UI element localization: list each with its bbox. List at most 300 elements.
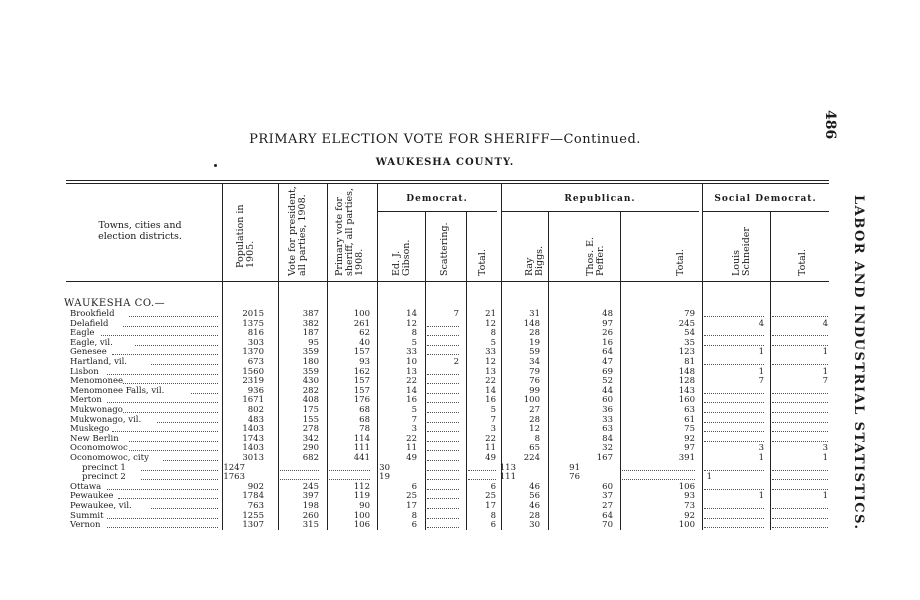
cell-rtot: 128 <box>678 376 695 387</box>
leader-dots <box>107 482 218 490</box>
empty-cell-dots <box>772 511 828 519</box>
empty-cell-dots <box>772 424 828 432</box>
cell-pop: 303 <box>247 337 264 348</box>
district-name: Oconomowoc <box>70 443 128 454</box>
district-name: Hartland, vil. <box>70 357 128 367</box>
empty-cell-dots <box>704 328 764 336</box>
empty-cell-dots <box>427 386 459 394</box>
cell-gibson: 16 <box>406 395 417 406</box>
empty-cell-dots <box>704 395 764 403</box>
cell-prim: 261 <box>353 318 370 329</box>
header-dem-total: Total. <box>477 249 488 276</box>
cell-pres: 198 <box>302 501 319 511</box>
cell-dtot: 12 <box>485 357 496 367</box>
cell-rtot: 63 <box>684 405 695 415</box>
empty-cell-dots <box>772 415 828 423</box>
cell-rtot: 97 <box>684 443 695 454</box>
cell-pres: 187 <box>302 328 319 339</box>
cell-rtot: 148 <box>678 366 695 377</box>
cell-pop: 816 <box>247 328 264 339</box>
republican-rule <box>501 211 699 212</box>
social-democrat-rule <box>702 211 829 212</box>
cell-biggs: 113 <box>499 462 516 473</box>
leader-dots <box>107 511 218 519</box>
cell-dtot: 5 <box>490 405 496 415</box>
cell-gibson: 12 <box>406 318 417 329</box>
cell-rtot: 245 <box>678 318 695 329</box>
district-name: precinct 1 <box>82 462 126 473</box>
cell-prim: 162 <box>353 366 370 377</box>
cell-peffer: 60 <box>602 481 613 492</box>
empty-cell-dots <box>704 338 764 346</box>
cell-gibson: 49 <box>406 453 417 463</box>
page-title: PRIMARY ELECTION VOTE FOR SHERIFF—Continued. <box>249 132 641 147</box>
empty-cell-dots <box>427 347 459 355</box>
leader-dots <box>112 347 218 355</box>
cell-biggs: 8 <box>534 433 540 444</box>
cell-peffer: 44 <box>602 385 613 396</box>
cell-gibson: 25 <box>406 491 417 502</box>
cell-peffer: 52 <box>602 376 613 387</box>
leader-dots <box>157 415 218 423</box>
ink-dot <box>214 164 217 167</box>
district-name: Summit <box>70 510 104 521</box>
empty-cell-dots <box>427 328 459 336</box>
leader-dots <box>129 434 218 442</box>
cell-stot: 7 <box>822 376 828 387</box>
cell-gibson: 6 <box>411 520 417 531</box>
cell-gibson: 5 <box>411 405 417 415</box>
district-name: Delafield <box>70 318 109 329</box>
empty-cell-dots <box>704 309 764 317</box>
empty-cell-dots <box>772 386 828 394</box>
cell-biggs: 65 <box>529 443 540 454</box>
cell-gibson: 7 <box>411 414 417 425</box>
empty-cell-dots <box>772 405 828 413</box>
cell-biggs: 28 <box>529 328 540 339</box>
cell-pres: 260 <box>302 510 319 521</box>
empty-cell-dots <box>704 482 764 490</box>
empty-cell-dots <box>427 463 459 471</box>
empty-cell-dots <box>772 395 828 403</box>
cell-pop: 3013 <box>242 453 264 463</box>
cell-biggs: 56 <box>529 491 540 502</box>
cell-peffer: 60 <box>602 395 613 406</box>
cell-gibson: 13 <box>406 366 417 377</box>
cell-pres: 290 <box>302 443 319 454</box>
cell-scat: 2 <box>453 357 459 367</box>
district-name: Lisbon <box>70 366 99 377</box>
district-name: Oconomowoc, city <box>70 453 149 463</box>
cell-prim: 111 <box>353 443 370 454</box>
cell-biggs: 12 <box>529 424 540 435</box>
empty-cell-dots <box>427 319 459 327</box>
district-name: Mukwonago <box>70 405 123 415</box>
header-scattering: Scattering. <box>439 222 450 276</box>
cell-gibson: 5 <box>411 337 417 348</box>
leader-dots <box>101 328 218 336</box>
leader-dots <box>123 319 218 327</box>
empty-cell-dots <box>427 472 459 480</box>
header-peffer: Thos. E. Peffer. <box>585 236 606 276</box>
cell-schn: 4 <box>758 318 764 329</box>
cell-biggs: 30 <box>529 520 540 531</box>
page-subtitle: WAUKESHA COUNTY. <box>375 157 515 168</box>
district-name: Brookfield <box>70 309 115 319</box>
cell-pres: 359 <box>302 347 319 358</box>
header-population: Population in 1905. <box>235 204 256 268</box>
empty-cell-dots <box>704 424 764 432</box>
cell-gibson: 14 <box>406 309 417 319</box>
cell-scat: 7 <box>453 309 459 319</box>
cell-dtot: 16 <box>485 395 496 406</box>
empty-cell-dots <box>427 405 459 413</box>
democrat-rule <box>377 211 497 212</box>
cell-pop: 2319 <box>242 376 264 387</box>
cell-prim: 157 <box>353 376 370 387</box>
cell-peffer: 69 <box>602 366 613 377</box>
cell-biggs: 79 <box>529 366 540 377</box>
cell-peffer: 16 <box>602 337 613 348</box>
cell-stot: 1 <box>822 491 828 502</box>
empty-cell-dots <box>772 434 828 442</box>
cell-biggs: 224 <box>523 453 540 463</box>
leader-dots <box>163 453 218 461</box>
empty-cell-dots <box>772 482 828 490</box>
cell-pop: 1255 <box>242 510 264 521</box>
empty-cell-dots <box>427 434 459 442</box>
cell-dtot: 17 <box>485 501 496 511</box>
district-name: precinct 2 <box>82 472 126 483</box>
cell-pres: 382 <box>302 318 319 329</box>
cell-pop: 1370 <box>242 347 264 358</box>
cell-schn: 1 <box>758 347 764 358</box>
cell-pop: 2015 <box>242 309 264 319</box>
leader-dots <box>107 520 218 528</box>
cell-gibson: 11 <box>406 443 417 454</box>
cell-peffer: 70 <box>602 520 613 531</box>
cell-gibson: 8 <box>411 328 417 339</box>
cell-pop: 483 <box>247 414 264 425</box>
cell-dtot: 6 <box>490 520 496 531</box>
cell-peffer: 27 <box>602 501 613 511</box>
cell-peffer: 63 <box>602 424 613 435</box>
cell-prim: 68 <box>359 405 370 415</box>
cell-prim: 93 <box>359 357 370 367</box>
cell-pop: 902 <box>247 481 264 492</box>
header-gibson: Ed. J. Gibson. <box>391 239 412 276</box>
empty-cell-dots <box>427 367 459 375</box>
cell-pop: 1671 <box>242 395 264 406</box>
cell-gibson: 6 <box>411 481 417 492</box>
cell-pop: 1743 <box>242 433 264 444</box>
cell-biggs: 46 <box>529 501 540 511</box>
cell-peffer: 33 <box>602 414 613 425</box>
cell-peffer: 26 <box>602 328 613 339</box>
cell-pres: 408 <box>302 395 319 406</box>
header-towns: Towns, cities and election districts. <box>98 220 182 242</box>
header-biggs: Ray Biggs. <box>524 245 545 276</box>
empty-cell-dots <box>772 309 828 317</box>
header-republican: Republican. <box>564 194 636 204</box>
leader-dots <box>123 376 218 384</box>
leader-dots <box>123 405 218 413</box>
header-rep-total: Total. <box>675 249 686 276</box>
cell-pres: 342 <box>302 433 319 444</box>
empty-cell-dots <box>427 443 459 451</box>
cell-peffer: 37 <box>602 491 613 502</box>
empty-cell-dots <box>427 395 459 403</box>
cell-rtot: 106 <box>678 481 695 492</box>
district-name: Menomonee Falls, vil. <box>70 385 165 396</box>
empty-cell-dots <box>704 415 764 423</box>
empty-cell-dots <box>427 501 459 509</box>
header-bottom-rule <box>66 281 829 282</box>
cell-pop: 763 <box>247 501 264 511</box>
cell-prim: 119 <box>353 491 370 502</box>
cell-prim: 106 <box>353 520 370 531</box>
column-rule <box>327 184 328 530</box>
district-name: Eagle <box>70 328 95 339</box>
cell-biggs: 19 <box>529 337 540 348</box>
cell-prim: 90 <box>359 501 370 511</box>
cell-rtot: 75 <box>684 424 695 435</box>
leader-dots <box>191 386 218 394</box>
cell-peffer: 76 <box>569 472 580 483</box>
cell-stot: 4 <box>822 318 828 329</box>
empty-cell-dots <box>280 463 319 471</box>
cell-gibson: 30 <box>379 462 390 473</box>
empty-cell-dots <box>427 424 459 432</box>
running-head: LABOR AND INDUSTRIAL STATISTICS. <box>851 195 866 531</box>
cell-schn: 1 <box>758 491 764 502</box>
cell-pop: 1247 <box>223 462 245 473</box>
empty-cell-dots <box>704 520 764 528</box>
cell-pop: 1763 <box>223 472 245 483</box>
district-name: Genesee <box>70 347 107 358</box>
district-name: Merton <box>70 395 102 406</box>
cell-gibson: 22 <box>406 376 417 387</box>
empty-cell-dots <box>772 472 828 480</box>
cell-rtot: 100 <box>678 520 695 531</box>
district-name: Vernon <box>70 520 101 531</box>
cell-pres: 359 <box>302 366 319 377</box>
table-top-rule-2 <box>66 183 829 184</box>
district-name: Pewaukee <box>70 491 114 502</box>
cell-pres: 430 <box>302 376 319 387</box>
leader-dots <box>135 338 218 346</box>
cell-dtot: 33 <box>485 347 496 358</box>
cell-prim: 78 <box>359 424 370 435</box>
leader-dots <box>107 367 218 375</box>
empty-cell-dots <box>704 405 764 413</box>
empty-cell-dots <box>704 463 764 471</box>
cell-pres: 282 <box>302 385 319 396</box>
header-primary-vote: Primary vote for sheriff, all parties, 1908. <box>334 187 365 276</box>
cell-rtot: 92 <box>684 510 695 521</box>
cell-pres: 682 <box>302 453 319 463</box>
cell-biggs: 34 <box>529 357 540 367</box>
header-social-democrat: Social Democrat. <box>714 194 817 204</box>
cell-rtot: 143 <box>678 385 695 396</box>
leader-dots <box>151 357 218 365</box>
cell-peffer: 48 <box>602 309 613 319</box>
header-vote-president: Vote for president, all parties, 1908. <box>287 186 308 276</box>
cell-pop: 1375 <box>242 318 264 329</box>
cell-peffer: 91 <box>569 462 580 473</box>
header-schneider: Louis Schneider <box>731 227 752 276</box>
column-rule <box>425 212 426 530</box>
cell-dtot: 7 <box>490 414 496 425</box>
cell-gibson: 10 <box>406 357 417 367</box>
cell-pres: 278 <box>302 424 319 435</box>
cell-pres: 180 <box>302 357 319 367</box>
cell-gibson: 19 <box>379 472 390 483</box>
cell-pres: 397 <box>302 491 319 502</box>
district-name: Eagle, vil. <box>70 337 113 348</box>
leader-dots <box>151 501 218 509</box>
cell-gibson: 14 <box>406 385 417 396</box>
cell-dtot: 14 <box>485 385 496 396</box>
cell-rtot: 54 <box>684 328 695 339</box>
cell-dtot: 13 <box>485 366 496 377</box>
cell-prim: 100 <box>353 510 370 521</box>
cell-pres: 95 <box>308 337 319 348</box>
cell-prim: 157 <box>353 347 370 358</box>
cell-rtot: 79 <box>684 309 695 319</box>
cell-rtot: 93 <box>684 491 695 502</box>
cell-biggs: 148 <box>523 318 540 329</box>
empty-cell-dots <box>704 501 764 509</box>
cell-stot: 1 <box>822 366 828 377</box>
empty-cell-dots <box>704 511 764 519</box>
cell-pop: 673 <box>247 357 264 367</box>
cell-dtot: 8 <box>490 510 496 521</box>
empty-cell-dots <box>772 520 828 528</box>
cell-peffer: 167 <box>596 453 613 463</box>
cell-dtot: 12 <box>485 318 496 329</box>
column-rule <box>770 212 771 530</box>
cell-biggs: 76 <box>529 376 540 387</box>
cell-pres: 245 <box>302 481 319 492</box>
cell-dtot: 21 <box>485 309 496 319</box>
column-rule <box>548 212 549 530</box>
cell-prim: 62 <box>359 328 370 339</box>
cell-gibson: 17 <box>406 501 417 511</box>
district-name: Ottawa <box>70 481 102 492</box>
cell-rtot: 92 <box>684 433 695 444</box>
leader-dots <box>107 395 218 403</box>
empty-cell-dots <box>704 357 764 365</box>
cell-pop: 1784 <box>242 491 264 502</box>
cell-biggs: 28 <box>529 414 540 425</box>
district-name: Pewaukee, vil. <box>70 501 132 511</box>
cell-gibson: 33 <box>406 347 417 358</box>
cell-rtot: 61 <box>684 414 695 425</box>
column-rule <box>620 212 621 530</box>
empty-cell-dots <box>622 463 695 471</box>
cell-pres: 175 <box>302 405 319 415</box>
cell-biggs: 31 <box>529 309 540 319</box>
cell-rtot: 123 <box>678 347 695 358</box>
column-rule <box>278 184 279 530</box>
district-name: Mukwonago, vil. <box>70 414 142 425</box>
cell-pop: 1307 <box>242 520 264 531</box>
cell-peffer: 84 <box>602 433 613 444</box>
table-top-rule <box>66 180 829 181</box>
cell-peffer: 97 <box>602 318 613 329</box>
empty-cell-dots <box>772 357 828 365</box>
cell-dtot: 5 <box>490 337 496 348</box>
cell-gibson: 8 <box>411 510 417 521</box>
empty-cell-dots <box>427 482 459 490</box>
cell-rtot: 73 <box>684 501 695 511</box>
cell-dtot: 49 <box>485 453 496 463</box>
cell-pres: 155 <box>302 414 319 425</box>
empty-cell-dots <box>772 338 828 346</box>
cell-biggs: 111 <box>499 472 516 483</box>
cell-prim: 100 <box>353 309 370 319</box>
cell-prim: 157 <box>353 385 370 396</box>
cell-pop: 802 <box>247 405 264 415</box>
cell-biggs: 100 <box>523 395 540 406</box>
empty-cell-dots <box>427 491 459 499</box>
cell-dtot: 6 <box>490 481 496 492</box>
cell-dtot: 8 <box>490 328 496 339</box>
county-label: WAUKESHA CO.— <box>64 298 166 309</box>
cell-pop: 1403 <box>242 424 264 435</box>
cell-prim: 114 <box>353 433 370 444</box>
empty-cell-dots <box>772 501 828 509</box>
cell-prim: 176 <box>353 395 370 406</box>
cell-schn: 1 <box>706 472 712 483</box>
cell-prim: 40 <box>359 337 370 348</box>
leader-dots <box>129 309 218 317</box>
cell-peffer: 47 <box>602 357 613 367</box>
cell-dtot: 22 <box>485 433 496 444</box>
cell-gibson: 22 <box>406 433 417 444</box>
empty-cell-dots <box>427 338 459 346</box>
cell-biggs: 27 <box>529 405 540 415</box>
cell-dtot: 11 <box>485 443 496 454</box>
empty-cell-dots <box>427 520 459 528</box>
empty-cell-dots <box>772 328 828 336</box>
leader-dots <box>129 443 218 451</box>
district-name: Menomonee <box>70 376 124 387</box>
cell-schn: 7 <box>758 376 764 387</box>
cell-biggs: 28 <box>529 510 540 521</box>
cell-pop: 936 <box>247 385 264 396</box>
cell-biggs: 59 <box>529 347 540 358</box>
leader-dots <box>141 472 218 480</box>
cell-pres: 387 <box>302 309 319 319</box>
cell-pres: 315 <box>302 520 319 531</box>
cell-stot: 1 <box>822 453 828 463</box>
leader-dots <box>112 424 218 432</box>
cell-peffer: 32 <box>602 443 613 454</box>
header-democrat: Democrat. <box>406 194 468 204</box>
cell-schn: 1 <box>758 366 764 377</box>
cell-gibson: 3 <box>411 424 417 435</box>
cell-peffer: 64 <box>602 510 613 521</box>
cell-prim: 68 <box>359 414 370 425</box>
cell-schn: 3 <box>758 443 764 454</box>
cell-prim: 441 <box>353 453 370 463</box>
header-sd-total: Total. <box>797 249 808 276</box>
cell-dtot: 3 <box>490 424 496 435</box>
cell-rtot: 391 <box>678 453 695 463</box>
cell-dtot: 25 <box>485 491 496 502</box>
